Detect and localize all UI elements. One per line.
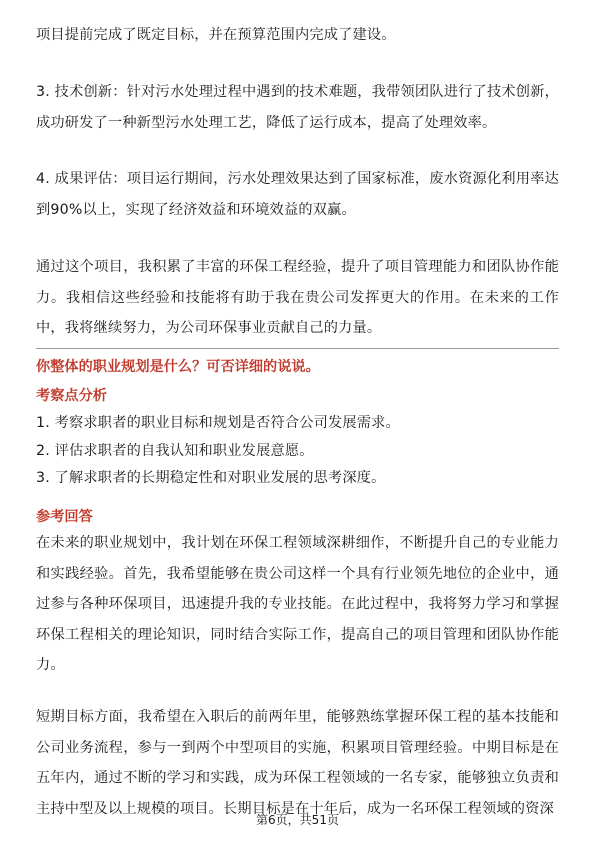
page-number: 第6页，共51页 <box>256 813 339 827</box>
answer-heading: 参考回答 <box>36 509 93 525</box>
answer-paragraph: 在未来的职业规划中，我计划在环保工程领域深耕细作，不断提升自己的专业能力和实践经验。首先，我希望能够在贵公司这样一个具有行业领先地位的企业中，通过参与各种环保项目，迅速提升我的专业技能。在此过程中，我将努力学习和掌握环保工程相关的理论知识，同时结合实际工作，提高自己的项目管理和团队协作能力。 <box>36 535 559 673</box>
analysis-list <box>36 410 400 493</box>
summary-paragraph: 通过这个项目，我积累了丰富的环保工程经验，提升了项目管理能力和团队协作能力。我相信这些经验和技能将有助于我在贵公司发挥更大的作用。在未来的工作中，我将继续努力，为公司环保事业贡献自己的力量。 <box>36 259 559 336</box>
interview-question: 你整体的职业规划是什么？可否详细的说说。 <box>36 359 320 375</box>
point-technical-innovation: 3. 技术创新：针对污水处理过程中遇到的技术难题，我带领团队进行了技术创新，成功研发了一种新型污水处理工艺，降低了运行成本，提高了处理效率。 <box>36 84 559 131</box>
analysis-heading: 考察点分析 <box>36 388 107 404</box>
section-divider <box>36 348 559 349</box>
analysis-item: 3. 了解求职者的长期稳定性和对职业发展的思考深度。 <box>36 470 386 486</box>
analysis-item: 2. 评估求职者的自我认知和职业发展意愿。 <box>36 442 314 459</box>
analysis-item: 1. 考察求职者的职业目标和规划是否符合公司发展需求。 <box>36 415 400 431</box>
answer-paragraph: 短期目标方面，我希望在入职后的前两年里，能够熟练掌握环保工程的基本技能和公司业务流程，参与一到两个中型项目的实施，积累项目管理经验。中期目标是在五年内，通过不断的学习和实践，成为环保工程领域的一名专家，能够独立负责和主持中型及以上规模的项目。长期目标是在十年后，成为一名环保工程领域的资深 <box>36 709 559 817</box>
point-result-evaluation: 4. 成果评估：项目运行期间，污水处理效果达到了国家标准，废水资源化利用率达到90%以上，实现了经济效益和环境效益的双赢。 <box>36 171 559 218</box>
document-page <box>36 0 559 842</box>
continuation-line: 项目提前完成了既定目标，并在预算范围内完成了建设。 <box>36 27 396 43</box>
